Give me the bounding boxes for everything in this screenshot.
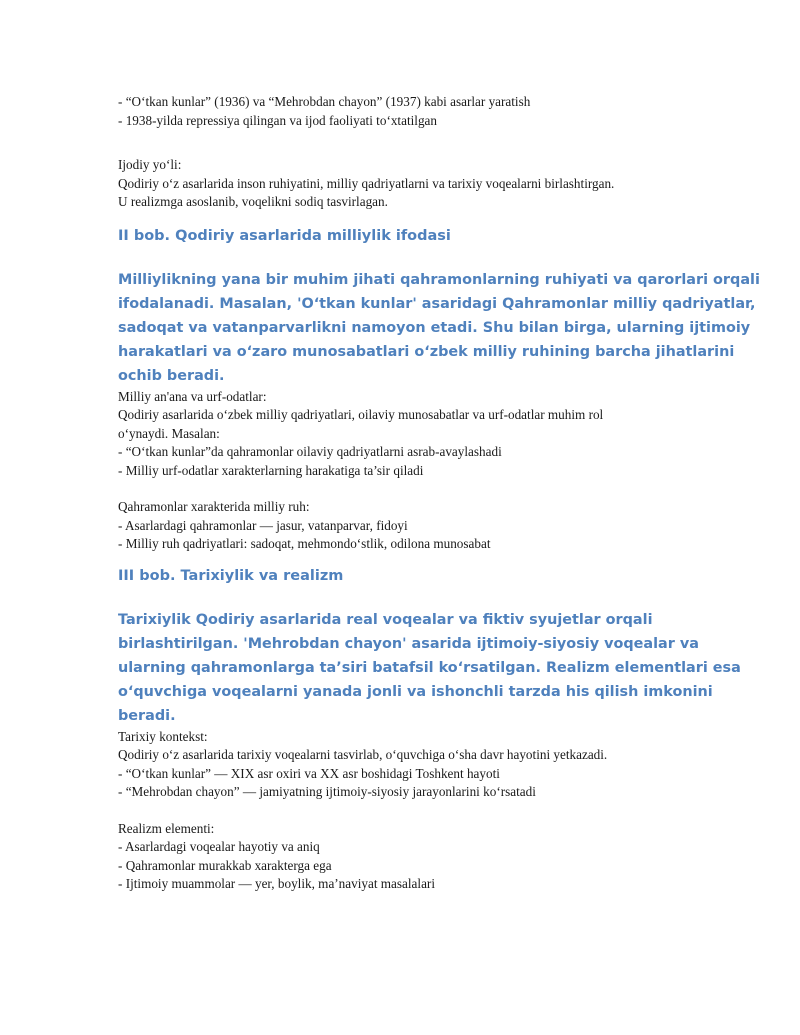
- section-line: - Milliy ruh qadriyatlari: sadoqat, mehmondo‘stlik, odilona munosabat: [118, 536, 491, 551]
- section-heading: Milliy an'ana va urf-odatlar:: [118, 388, 267, 404]
- chapter3-lead: [118, 608, 741, 728]
- section-heading: Realizm elementi:: [118, 820, 215, 836]
- lead-line: o‘quvchiga voqealarni yanada jonli va ishonchli tarzda his qilish imkonini: [118, 683, 713, 700]
- lead-line: ochib beradi.: [118, 367, 225, 384]
- ijodiy-line: Qodiriy o‘z asarlarida inson ruhiyatini, milliy qadriyatlarni va tarixiy voqealarni birlashtirgan.: [118, 175, 615, 191]
- section-line: - “O‘tkan kunlar” — XIX asr oxiri va XX asr boshidagi Toshkent hayoti: [118, 765, 500, 781]
- section-line: o‘ynaydi. Masalan:: [118, 425, 220, 441]
- intro-line: - 1938-yilda repressiya qilingan va ijod faoliyati to‘xtatilgan: [118, 112, 437, 128]
- lead-line: sadoqat va vatanparvarlikni namoyon etadi. Shu bilan birga, ularning ijtimoiy: [118, 319, 751, 336]
- document-page: [118, 93, 760, 894]
- intro-block: [118, 93, 698, 130]
- section-line: - Milliy urf-odatlar xarakterlarning harakatiga ta’sir qiladi: [118, 462, 424, 478]
- chapter3-title: III bob. Tarixiylik va realizm: [118, 567, 344, 584]
- chapter2-lead: [118, 268, 760, 388]
- section-line: Qodiriy o‘z asarlarida tarixiy voqealarni tasvirlab, o‘quvchiga o‘sha davr hayotini yetkazadi.: [118, 747, 608, 762]
- section-line: - “O‘tkan kunlar”da qahramonlar oilaviy qadriyatlarni asrab-avaylashadi: [118, 444, 502, 459]
- ijodiy-line: U realizmga asoslanib, voqelikni sodiq tasvirlagan.: [118, 194, 388, 209]
- chapter2-section2: [118, 498, 698, 554]
- section-heading: Qahramonlar xarakterida milliy ruh:: [118, 499, 310, 514]
- chapter3-section2: [118, 820, 698, 894]
- section-line: - Qahramonlar murakkab xarakterga ega: [118, 857, 332, 873]
- lead-line: Tarixiylik Qodiriy asarlarida real voqealar va fiktiv syujetlar orqali: [118, 611, 653, 628]
- chapter2-title: II bob. Qodiriy asarlarida milliylik ifodasi: [118, 227, 451, 244]
- section-line: Qodiriy asarlarida o‘zbek milliy qadriyatlari, oilaviy munosabatlar va urf-odatlar muhim rol: [118, 407, 604, 422]
- section-heading: Tarixiy kontekst:: [118, 728, 208, 744]
- lead-line: beradi.: [118, 707, 176, 724]
- lead-line: harakatlari va o‘zaro munosabatlari o‘zbek milliy ruhining barcha jihatlarini: [118, 343, 735, 360]
- section-line: - “Mehrobdan chayon” — jamiyatning ijtimoiy-siyosiy jarayonlarini ko‘rsatadi: [118, 784, 536, 799]
- section-line: - Asarlardagi voqealar hayotiy va aniq: [118, 839, 320, 854]
- chapter2-section1: [118, 388, 698, 481]
- intro-line: - “O‘tkan kunlar” (1936) va “Mehrobdan chayon” (1937) kabi asarlar yaratish: [118, 94, 531, 109]
- section-line: - Ijtimoiy muammolar — yer, boylik, ma’naviyat masalalari: [118, 876, 435, 891]
- section-line: - Asarlardagi qahramonlar — jasur, vatanparvar, fidoyi: [118, 517, 408, 533]
- ijodiy-heading: Ijodiy yo‘li:: [118, 157, 182, 172]
- lead-line: birlashtirilgan. 'Mehrobdan chayon' asarida ijtimoiy-siyosiy voqealar va: [118, 635, 699, 652]
- chapter3-section1: [118, 728, 698, 802]
- ijodiy-block: [118, 156, 698, 212]
- lead-line: ularning qahramonlarga ta’siri batafsil ko‘rsatilgan. Realizm elementlari esa: [118, 659, 741, 676]
- lead-line: Milliylikning yana bir muhim jihati qahramonlarning ruhiyati va qarorlari orqali: [118, 271, 760, 288]
- lead-line: ifodalanadi. Masalan, 'O‘tkan kunlar' asaridagi Qahramonlar milliy qadriyatlar,: [118, 295, 756, 312]
